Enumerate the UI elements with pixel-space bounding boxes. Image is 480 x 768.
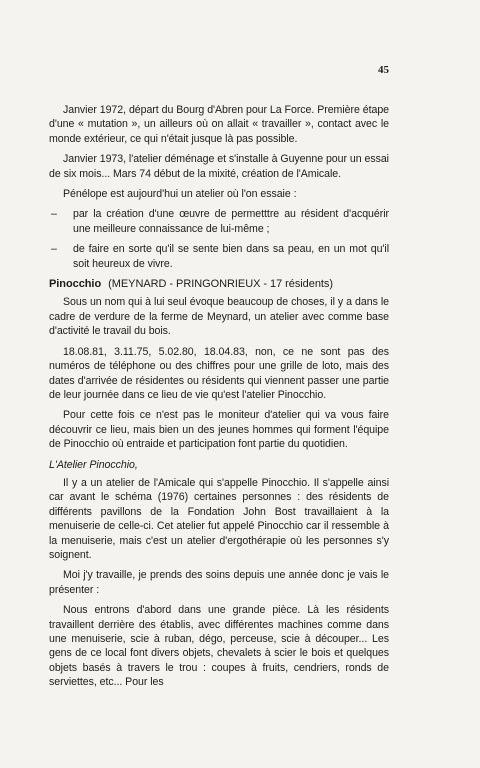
subheading: L'Atelier Pinocchio,: [49, 458, 138, 471]
dash-marker: –: [51, 243, 57, 256]
paragraph: Nous entrons d'abord dans une grande pièce. Là les résidents travaillent derrière des établis, avec différentes machines comme dans une menuiserie, scie à ruban, dégo, perceuse, scie à découper... Les gens de ce local font divers objets, chevalets à scier le bois et quelques objets basés à travers le trou : coupes à fruits, cendriers, ronds de serviettes, etc... Pour les: [49, 604, 389, 689]
section-title: Pinocchio: [49, 278, 102, 291]
paragraph: 18.08.81, 3.11.75, 5.02.80, 18.04.83, non, ce ne sont pas des numéros de téléphone ou des chiffres pour une grille de loto, mais des dates d'arrivée de résidentes ou résidents qui viennent passer une partie de leur journée dans ce lieu de vie qu'est l'atelier Pinocchio.: [49, 345, 389, 401]
paragraph: Sous un nom qui à lui seul évoque beaucoup de choses, il y a dans le cadre de verdure de la ferme de Meynard, un atelier avec comme base d'activité le travail du bois.: [49, 296, 389, 338]
paragraph: Pénélope est aujourd'hui un atelier où l'on essaie :: [63, 188, 297, 201]
body-text: [49, 103, 389, 696]
bullet-text: de faire en sorte qu'il se sente bien dans sa peau, en un mot qu'il soit heureux de vivre.: [73, 243, 389, 270]
paragraph: Janvier 1972, départ du Bourg d'Abren pour La Force. Première étape d'une « mutation », un ailleurs où on allait « travailler », contact avec le monde extérieur, ce qui n'était jusque là pas possible.: [49, 104, 389, 145]
paragraph: Il y a un atelier de l'Amicale qui s'appelle Pinocchio. Il s'appelle ainsi car avant le schéma (1976) certaines personnes : des résidents de différents pavillons de la Fondation John Bost travaillaient à la menuiserie de celle-ci. Cet atelier fut appelé Pinocchio car il ressemble à la menuiserie, mais c'est un atelier d'ergothérapie où les personnes s'y soignent.: [49, 476, 389, 561]
bullet-item: [49, 242, 389, 271]
paragraph: Moi j'y travaille, je prends des soins depuis une année donc je vais le présenter :: [49, 569, 389, 596]
dash-marker: –: [51, 208, 57, 221]
paragraph: Pour cette fois ce n'est pas le moniteur d'atelier qui va vous faire découvrir ce lieu, mais bien un des jeunes hommes qui forment l'équipe de Pinocchio où entraide et participation font partie du quotidien.: [49, 409, 389, 451]
bullet-item: [49, 207, 389, 236]
paragraph: Janvier 1973, l'atelier déménage et s'installe à Guyenne pour un essai de six mois... Mars 74 début de la mixité, création de l'Amicale.: [49, 153, 389, 180]
page-number: 45: [378, 64, 389, 76]
section-heading: [49, 277, 389, 291]
section-location: (MEYNARD - PRINGONRIEUX - 17 résidents): [108, 278, 333, 291]
bullet-text: par la création d'une œuvre de permetttre au résident d'acquérir une meilleure connaissance de lui-même ;: [73, 208, 389, 235]
